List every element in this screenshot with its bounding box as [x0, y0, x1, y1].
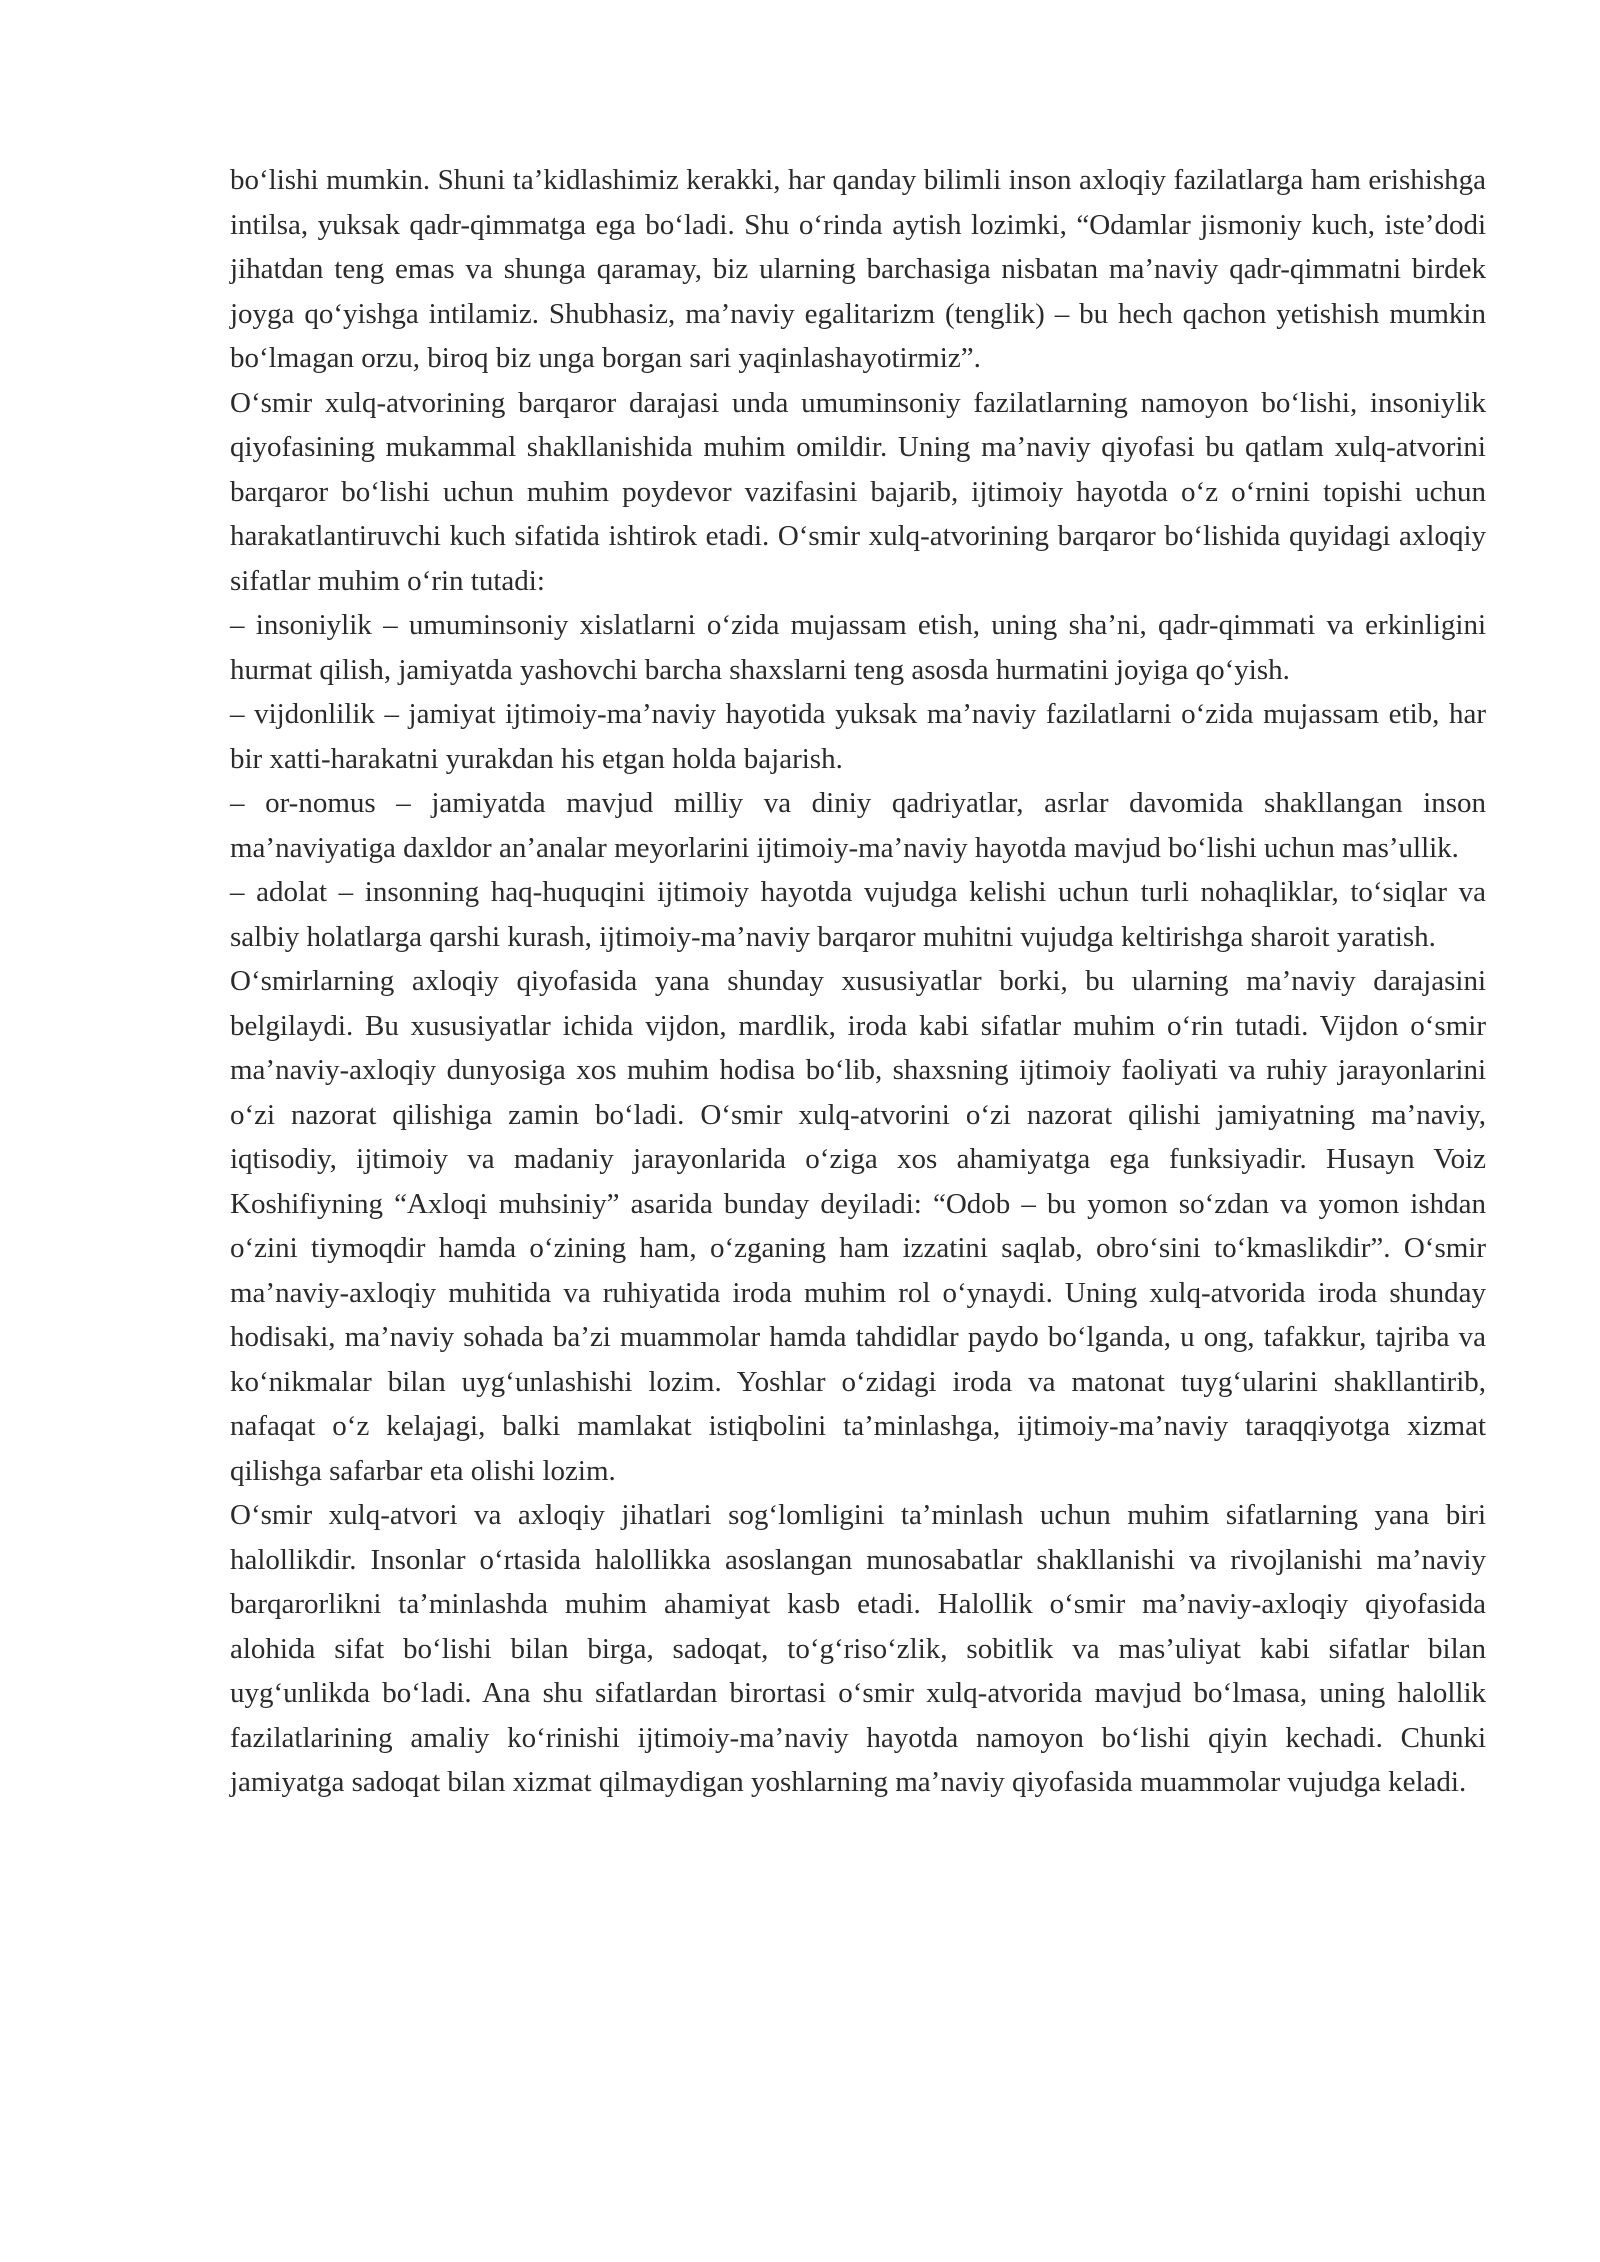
paragraph-intro-continuation: bo‘lishi mumkin. Shuni ta’kidlashimiz kerakki, har qanday bilimli inson axloqiy fazilatlarga ham erishishga intilsa, yuksak qadr-qimmatga ega bo‘ladi. Shu o‘rinda aytish lozimki, “Odamlar jismoniy kuch, iste’dodi jihatdan teng emas va shunga qaramay, biz ularning barchasiga nisbatan ma’naviy qadr-qimmatni birdek joyga qo‘yishga intilamiz. Shubhasiz, ma’naviy egalitarizm (tenglik) – bu hech qachon yetishish mumkin bo‘lmagan orzu, biroq biz unga borgan sari yaqinlashayotirmiz”.	[230, 164, 1486, 374]
document-body	[230, 158, 1486, 1805]
paragraph-halollik: O‘smir xulq-atvori va axloqiy jihatlari sog‘lomligini ta’minlash uchun muhim sifatlarning yana biri halollikdir. Insonlar o‘rtasida halollikka asoslangan munosabatlar shakllanishi va rivojlanishi ma’naviy barqarorlikni ta’minlashda muhim ahamiyat kasb etadi. Halollik o‘smir ma’naviy-axloqiy qiyofasida alohida sifat bo‘lishi bilan birga, sadoqat, to‘g‘riso‘zlik, sobitlik va mas’uliyat kabi sifatlar bilan uyg‘unlikda bo‘ladi. Ana shu sifatlardan birortasi o‘smir xulq-atvorida mavjud bo‘lmasa, uning halollik fazilatlarining amaliy ko‘rinishi ijtimoiy-ma’naviy hayotda namoyon bo‘lishi qiyin kechadi. Chunki jamiyatga sadoqat bilan xizmat qilmaydigan yoshlarning ma’naviy qiyofasida muammolar vujudga keladi.	[230, 1499, 1486, 1798]
list-item-insoniylik: – insoniylik – umuminsoniy xislatlarni o‘zida mujassam etish, uning sha’ni, qadr-qimmati va erkinligini hurmat qilish, jamiyatda yashovchi barcha shaxslarni teng asosda hurmatini joyiga qo‘yish.	[230, 609, 1486, 686]
paragraph-axloqiy-qiyofa: O‘smirlarning axloqiy qiyofasida yana shunday xususiyatlar borki, bu ularning ma’naviy darajasini belgilaydi. Bu xususiyatlar ichida vijdon, mardlik, iroda kabi sifatlar muhim o‘rin tutadi. Vijdon o‘smir ma’naviy-axloqiy dunyosiga xos muhim hodisa bo‘lib, shaxsning ijtimoiy faoliyati va ruhiy jarayonlarini o‘zi nazorat qilishiga zamin bo‘ladi. O‘smir xulq-atvorini o‘zi nazorat qilishi jamiyatning ma’naviy, iqtisodiy, ijtimoiy va madaniy jarayonlarida o‘ziga xos ahamiyatga ega funksiyadir. Husayn Voiz Koshifiyning “Axloqi muhsiniy” asarida bunday deyiladi: “Odob – bu yomon so‘zdan va yomon ishdan o‘zini tiymoqdir hamda o‘zining ham, o‘zganing ham izzatini saqlab, obro‘sini to‘kmaslikdir”. O‘smir ma’naviy-axloqiy muhitida va ruhiyatida iroda muhim rol o‘ynaydi. Uning xulq-atvorida iroda shunday hodisaki, ma’naviy sohada ba’zi muammolar hamda tahdidlar paydo bo‘lganda, u ong, tafakkur, tajriba va ko‘nikmalar bilan uyg‘unlashishi lozim. Yoshlar o‘zidagi iroda va matonat tuyg‘ularini shakllantirib, nafaqat o‘z kelajagi, balki mamlakat istiqbolini ta’minlashga, ijtimoiy-ma’naviy taraqqiyotga xizmat qilishga safarbar eta olishi lozim.	[230, 965, 1486, 1487]
list-item-adolat: – adolat – insonning haq-huquqini ijtimoiy hayotda vujudga kelishi uchun turli nohaqliklar, to‘siqlar va salbiy holatlarga qarshi kurash, ijtimoiy-ma’naviy barqaror muhitni vujudga keltirishga sharoit yaratish.	[230, 876, 1486, 953]
paragraph-barqaror-daraja: O‘smir xulq-atvorining barqaror darajasi unda umuminsoniy fazilatlarning namoyon bo‘lishi, insoniylik qiyofasining mukammal shakllanishida muhim omildir. Uning ma’naviy qiyofasi bu qatlam xulq-atvorini barqaror bo‘lishi uchun muhim poydevor vazifasini bajarib, ijtimoiy hayotda o‘z o‘rnini topishi uchun harakatlantiruvchi kuch sifatida ishtirok etadi. O‘smir xulq-atvorining barqaror bo‘lishida quyidagi axloqiy sifatlar muhim o‘rin tutadi:	[230, 386, 1486, 597]
list-item-vijdonlilik: – vijdonlilik – jamiyat ijtimoiy-ma’naviy hayotida yuksak ma’naviy fazilatlarni o‘zida mujassam etib, har bir xatti-harakatni yurakdan his etgan holda bajarish.	[230, 698, 1486, 775]
list-item-or-nomus: – or-nomus – jamiyatda mavjud milliy va diniy qadriyatlar, asrlar davomida shakllangan inson ma’naviyatiga daxldor an’analar meyorlarini ijtimoiy-ma’naviy hayotda mavjud bo‘lishi uchun mas’ullik.	[230, 787, 1486, 864]
